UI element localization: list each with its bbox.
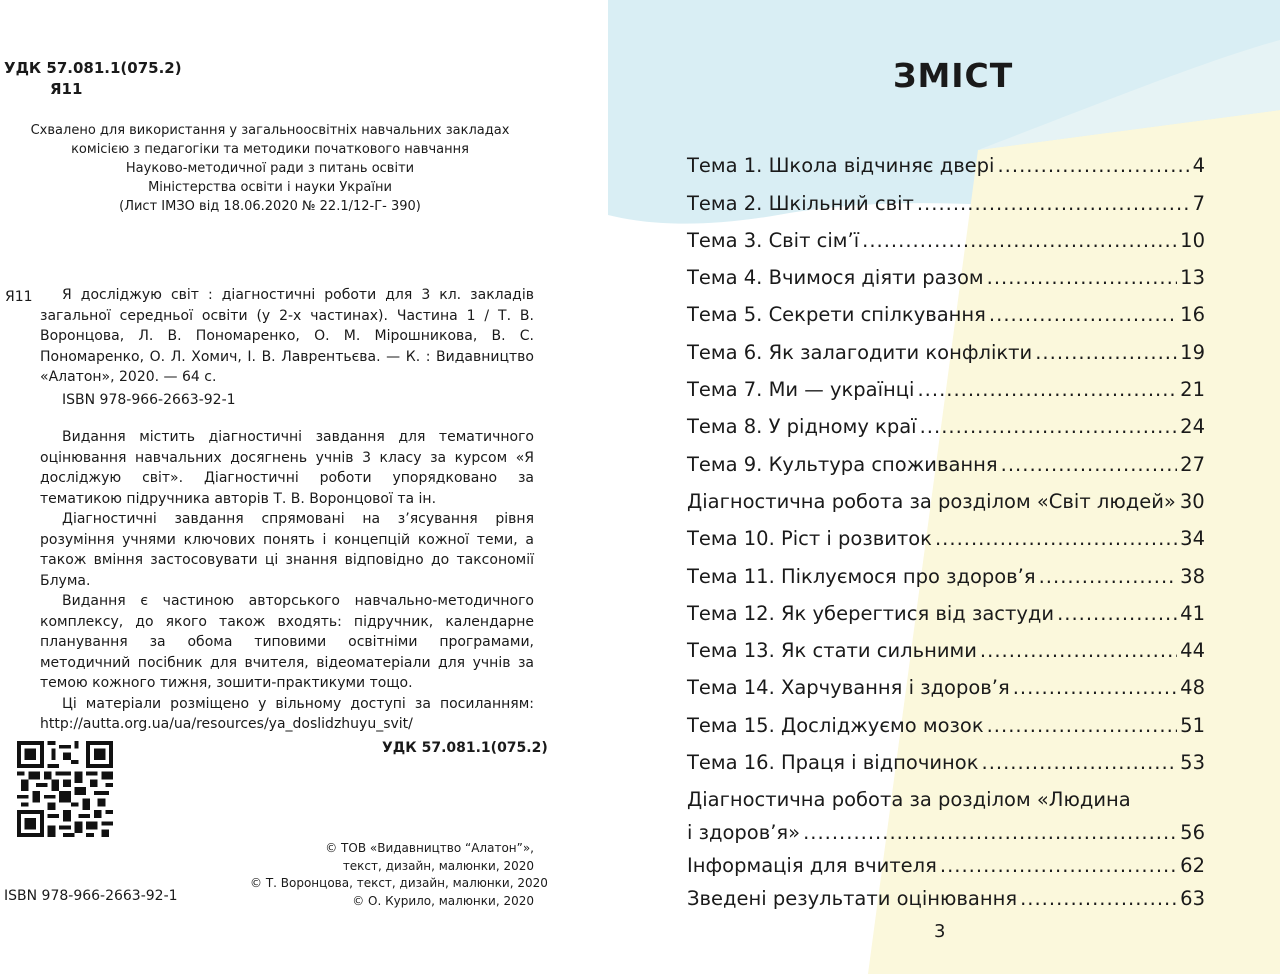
toc-entry[interactable]: [687, 364, 1205, 401]
approval-statement: [10, 121, 530, 216]
toc-entry[interactable]: [687, 140, 1205, 177]
toc-leader: [920, 415, 1178, 438]
toc-entry-label: Інформація для вчителя: [687, 854, 937, 878]
library-code: Я11: [50, 80, 83, 98]
toc-entry-label: Зведені результати оцінювання: [687, 887, 1018, 911]
toc-leader: [989, 303, 1177, 326]
toc-entry-page: 56: [1180, 821, 1205, 845]
toc-entry-page: 34: [1180, 527, 1205, 551]
isbn-line: ISBN 978-966-2663-92-1: [62, 391, 236, 408]
toc-leader: [997, 154, 1189, 177]
isbn-bottom: ISBN 978-966-2663-92-1: [4, 888, 178, 904]
annotation-paragraph: Видання є частиною авторського навчально-методичного комплексу, до якого також входять: підручник, календарне планування за обома типовими освітніми програмами, методичний посібник для вчителя, відеоматеріали для учнів за темою кожного тижня, зошити-практикуми тощо.: [40, 593, 534, 691]
copyright-line: © О. Курило, малюнки, 2020: [352, 893, 534, 908]
toc-leader: [987, 266, 1178, 289]
toc-entry-label: Тема 3. Світ сім’ї: [687, 228, 860, 252]
toc-entry[interactable]: [687, 699, 1205, 736]
toc-entry-label: Тема 2. Шкільний світ: [687, 191, 914, 215]
toc-leader: [987, 714, 1178, 737]
toc-entry[interactable]: [687, 662, 1205, 699]
annotation-paragraph: Ці матеріали розміщено у вільному доступі за посиланням: http://autta.org.ua/ua/resources/ya_doslidzhuyu_svit/: [40, 695, 534, 732]
toc-leader: [1001, 453, 1178, 476]
approval-line: Науково-методичної ради з питань освіти: [125, 161, 415, 176]
copyright-line: © Т. Воронцова, текст, дизайн, малюнки, 2020: [250, 876, 548, 890]
toc-entry-page: 7: [1192, 191, 1205, 215]
toc-entry[interactable]: [687, 513, 1205, 550]
toc-entry[interactable]: [687, 438, 1205, 475]
annotation-paragraph: Видання містить діагностичні завдання для тематичного оцінювання навчальних досягнень учнів 3 класу за курсом «Я досліджую світ». Діагностичні роботи упорядковано за тематикою підручника авторів Т. В. Воронцової та ін.: [40, 429, 534, 507]
toc-entry[interactable]: [687, 476, 1205, 513]
toc-entry-page: 21: [1180, 378, 1205, 402]
udk-header: [4, 58, 182, 100]
toc-entry[interactable]: [687, 326, 1205, 363]
toc-entry[interactable]: [687, 177, 1205, 214]
toc-entry[interactable]: [687, 877, 1205, 910]
approval-line: (Лист ІМЗО від 18.06.2020 № 22.1/12-Г- 390): [119, 199, 421, 214]
toc-title: ЗМІСТ: [893, 56, 1014, 95]
toc-leader: [862, 229, 1177, 252]
toc-entry[interactable]: [687, 550, 1205, 587]
toc-entry-page: 10: [1180, 228, 1205, 252]
toc-entry-page: 13: [1180, 266, 1205, 290]
copyright-line: © ТОВ «Видавництво “Алатон”»,: [325, 841, 534, 855]
udk-code: УДК 57.081.1(075.2): [4, 59, 182, 77]
toc-entry-label: Тема 13. Як стати сильними: [687, 639, 977, 663]
toc-leader: [940, 854, 1177, 877]
toc-entry-page: 38: [1180, 564, 1205, 588]
toc-leader: [982, 751, 1178, 774]
toc-entry[interactable]: [687, 844, 1205, 877]
toc-entry-label: Діагностична робота за розділом «Людина: [687, 788, 1131, 812]
toc-entry-page: 41: [1180, 601, 1205, 625]
toc-leader: [803, 821, 1177, 844]
toc-leader: [1013, 676, 1177, 699]
toc-entry-page: 44: [1180, 639, 1205, 663]
toc-entry-page: 24: [1180, 415, 1205, 439]
toc-entry[interactable]: [687, 289, 1205, 326]
toc-entry-page: 62: [1180, 854, 1205, 878]
library-code-margin: Я11: [5, 289, 33, 305]
toc-entry-label: Тема 11. Піклуємося про здоров’я: [687, 564, 1036, 588]
udk-bottom: УДК 57.081.1(075.2): [382, 740, 548, 756]
toc-entry[interactable]: [687, 774, 1205, 844]
copyright-line: текст, дизайн, малюнки, 2020: [342, 858, 534, 873]
page-number: 3: [934, 921, 946, 942]
toc-entry-page: 48: [1180, 676, 1205, 700]
toc-entry[interactable]: [687, 588, 1205, 625]
toc-entry-label: Тема 4. Вчимося діяти разом: [687, 266, 984, 290]
toc-entry-page: 30: [1179, 489, 1205, 513]
toc-leader: [917, 192, 1190, 215]
toc-entry[interactable]: [687, 215, 1205, 252]
toc-entry[interactable]: [687, 252, 1205, 289]
toc-entry-label: Діагностична робота за розділом «Світ людей»: [687, 489, 1176, 513]
toc-leader: [980, 639, 1177, 662]
toc-entry-label: Тема 10. Ріст і розвиток: [687, 527, 932, 551]
toc-entry[interactable]: [687, 737, 1205, 774]
toc-entry-page: 51: [1180, 713, 1205, 737]
approval-line: Міністерства освіти і науки України: [148, 180, 392, 195]
toc-entry-page: 27: [1180, 452, 1205, 476]
toc-entry-page: 4: [1192, 154, 1205, 178]
toc-entry-label: Тема 7. Ми — українці: [687, 378, 915, 402]
toc-entry-page: 16: [1180, 303, 1205, 327]
table-of-contents: [687, 140, 1205, 910]
toc-entry-label: Тема 5. Секрети спілкування: [687, 303, 986, 327]
toc-entry-label: Тема 8. У рідному краї: [687, 415, 917, 439]
copyright-block: [250, 840, 548, 910]
toc-entry-page: 63: [1180, 887, 1205, 911]
toc-entry[interactable]: [687, 625, 1205, 662]
annotation-paragraph: Діагностичні завдання спрямовані на з’ясування рівня розуміння учнями ключових понять і концепцій кожної теми, а також вміння застосовувати ці знання відповідно до таксономії Блума.: [40, 511, 534, 589]
toc-leader: [1035, 341, 1177, 364]
toc-entry-page: 53: [1180, 751, 1205, 775]
toc-entry-label: Тема 16. Праця і відпочинок: [687, 751, 979, 775]
toc-entry[interactable]: [687, 401, 1205, 438]
toc-entry-page: 19: [1180, 340, 1205, 364]
bibliographic-entry: Я досліджую світ : діагностичні роботи для 3 кл. закладів загальної середньої освіти (у 2-х частинах). Частина 1 / Т. В. Воронцова, Л. В. Пономаренко, О. М. Мірошникова, В. С. Пономаренко, О. Л. Хомич, І. В. Лаврентьєва. — К. : Видавництво «Алатон», 2020. — 64 с.: [40, 287, 534, 385]
qr-code-icon[interactable]: [17, 741, 113, 837]
toc-leader: [1039, 565, 1178, 588]
toc-entry-label: Тема 1. Школа відчиняє двері: [687, 154, 995, 178]
toc-entry-label: Тема 6. Як залагодити конфлікти: [687, 340, 1033, 364]
bibliographic-block: [40, 285, 534, 735]
toc-entry-label: Тема 9. Культура споживання: [687, 452, 998, 476]
approval-line: Схвалено для використання у загальноосвітніх навчальних закладах: [30, 123, 510, 138]
approval-line: комісією з педагогіки та методики початкового навчання: [71, 142, 469, 157]
toc-leader: [935, 527, 1177, 550]
toc-leader: [1057, 602, 1177, 625]
toc-entry-label-cont: і здоров’я»: [687, 821, 801, 845]
toc-entry-label: Тема 12. Як уберегтися від застуди: [687, 601, 1055, 625]
toc-entry-label: Тема 15. Досліджуємо мозок: [687, 713, 984, 737]
toc-leader: [917, 378, 1177, 401]
toc-entry-label: Тема 14. Харчування і здоров’я: [687, 676, 1010, 700]
toc-leader: [1020, 887, 1177, 910]
